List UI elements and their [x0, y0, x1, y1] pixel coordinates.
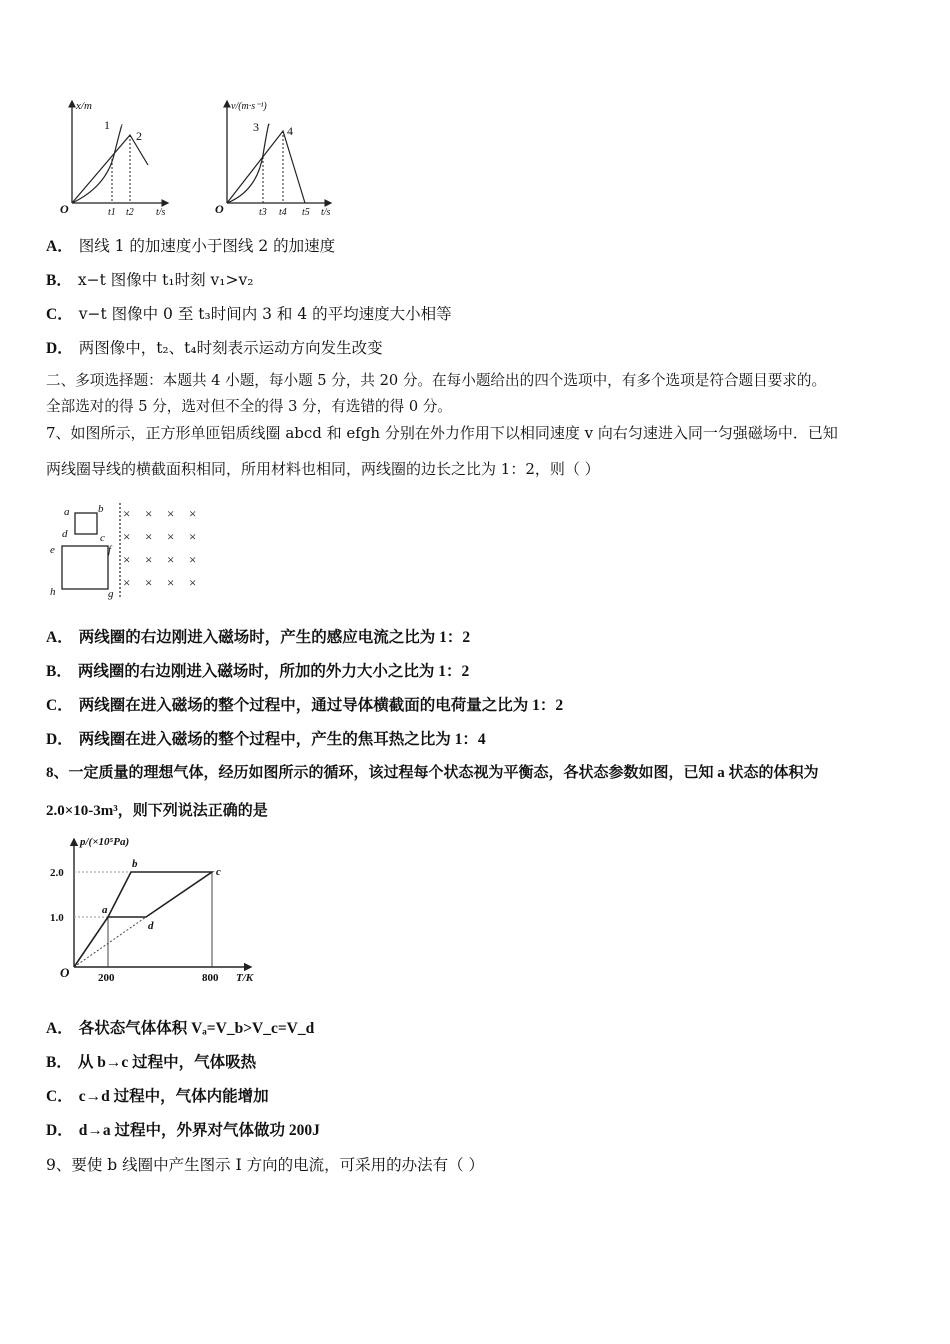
option-letter: D． — [46, 1122, 73, 1139]
option-text: 各状态气体体积 Vₐ=V_b>V_c=V_d — [78, 1020, 315, 1037]
x-label: t/s — [321, 207, 331, 217]
x-tick-200: 200 — [98, 972, 115, 984]
field-cross: × — [123, 529, 131, 544]
origin-label: O — [60, 202, 69, 216]
q8-option-d[interactable] — [46, 1121, 320, 1141]
label-e: e — [50, 544, 55, 556]
t2-label: t2 — [126, 207, 134, 217]
state-d: d — [148, 920, 154, 932]
field-cross: × — [145, 575, 153, 590]
label-b: b — [98, 503, 104, 515]
line-2-label: 2 — [136, 129, 142, 143]
label-a: a — [64, 506, 70, 518]
t1-label: t1 — [108, 207, 116, 217]
y-tick-1: 1.0 — [50, 912, 64, 924]
x-label: t/s — [156, 207, 166, 217]
q8-pt-graph — [46, 833, 276, 985]
q7-stem-line1: 7、如图所示，正方形单匝铝质线圈 abcd 和 efgh 分别在外力作用下以相同速度 v 向右匀速进入同一匀强磁场中．已知 — [46, 424, 838, 442]
field-cross: × — [167, 552, 175, 567]
field-cross: × — [145, 529, 153, 544]
option-letter: C． — [46, 697, 73, 714]
section-instructions: 全部选对的得 5 分，选对但不全的得 3 分，有选错的得 0 分。 — [46, 398, 452, 415]
xt-graph — [58, 95, 178, 217]
q7-option-a[interactable] — [46, 627, 470, 648]
line-2 — [72, 135, 148, 203]
line-3-label: 3 — [253, 120, 259, 134]
y-label: p/(×10⁵Pa) — [80, 836, 130, 848]
t4-label: t4 — [279, 207, 287, 217]
field-cross: × — [123, 575, 131, 590]
field-cross: × — [123, 552, 131, 567]
q6-option-d[interactable] — [46, 338, 383, 359]
option-text: 图线 1 的加速度小于图线 2 的加速度 — [78, 237, 336, 255]
option-text: c→d 过程中，气体内能增加 — [78, 1088, 269, 1105]
t3-label: t3 — [259, 207, 267, 217]
option-letter: B． — [46, 272, 72, 289]
option-text: x−t 图像中 t₁时刻 v₁>v₂ — [77, 271, 254, 289]
q8-stem-line2: 2.0×10-3m³，则下列说法正确的是 — [46, 803, 268, 819]
field-cross: × — [189, 575, 197, 590]
y-tick-2: 2.0 — [50, 867, 64, 879]
option-text: 两线圈的右边刚进入磁场时，所加的外力大小之比为 1：2 — [77, 663, 470, 680]
q8-stem-line1: 8、一定质量的理想气体，经历如图所示的循环，该过程每个状态视为平衡态，各状态参数如图，已知 a 状态的体积为 — [46, 765, 819, 781]
label-h: h — [50, 586, 56, 598]
field-cross: × — [189, 552, 197, 567]
option-letter: A． — [46, 1020, 73, 1037]
field-cross: × — [167, 529, 175, 544]
field-cross: × — [123, 506, 131, 521]
option-letter: B． — [46, 663, 72, 680]
option-letter: B． — [46, 1054, 72, 1071]
line-1 — [72, 125, 122, 203]
label-f: f — [108, 544, 112, 556]
q6-option-b[interactable] — [46, 270, 253, 291]
option-letter: C． — [46, 306, 73, 323]
state-a: a — [102, 904, 108, 916]
option-text: 两线圈的右边刚进入磁场时，产生的感应电流之比为 1：2 — [78, 629, 471, 646]
option-text: 两线圈在进入磁场的整个过程中，通过导体横截面的电荷量之比为 1：2 — [78, 697, 564, 714]
field-cross: × — [145, 552, 153, 567]
option-text: v−t 图像中 0 至 t₃时间内 3 和 4 的平均速度大小相等 — [78, 305, 452, 323]
label-d: d — [62, 528, 68, 540]
section-heading: 二、多项选择题：本题共 4 小题，每小题 5 分，共 20 分。在每小题给出的四个选项中，有多个选项是符合题目要求的。 — [46, 372, 827, 389]
option-text: 两线圈在进入磁场的整个过程中，产生的焦耳热之比为 1：4 — [78, 731, 486, 748]
label-c: c — [100, 532, 105, 544]
t5-label: t5 — [302, 207, 310, 217]
option-text: d→a 过程中，外界对气体做功 200J — [78, 1122, 320, 1139]
line-1-label: 1 — [104, 118, 110, 132]
field-cross: × — [167, 506, 175, 521]
q7-coils-figure — [46, 495, 206, 607]
vt-graph — [213, 95, 343, 217]
origin-label: O — [215, 202, 224, 216]
q6-option-a[interactable] — [46, 236, 335, 257]
option-letter: D． — [46, 731, 73, 748]
q8-option-a[interactable] — [46, 1019, 314, 1039]
q8-option-c[interactable] — [46, 1087, 269, 1107]
state-c: c — [216, 866, 221, 878]
option-letter: A． — [46, 238, 73, 255]
q6-option-c[interactable] — [46, 304, 452, 325]
line-3 — [227, 124, 269, 203]
y-label: x/m — [76, 100, 92, 112]
q7-option-b[interactable] — [46, 661, 469, 682]
x-tick-800: 800 — [202, 972, 219, 984]
y-label: v/(m·s⁻¹) — [231, 101, 267, 112]
state-b: b — [132, 858, 138, 870]
option-letter: A． — [46, 629, 73, 646]
q9-stem: 9、要使 b 线圈中产生图示 I 方向的电流，可采用的办法有（ ） — [46, 1156, 485, 1174]
field-cross: × — [167, 575, 175, 590]
x-label: T/K — [236, 972, 254, 984]
coil-abcd — [75, 513, 97, 534]
option-letter: D． — [46, 340, 73, 357]
coil-efgh — [62, 546, 108, 589]
option-text: 从 b→c 过程中，气体吸热 — [77, 1054, 257, 1071]
q8-option-b[interactable] — [46, 1053, 256, 1073]
q7-option-c[interactable] — [46, 695, 563, 716]
od-dashed — [74, 917, 146, 967]
field-cross: × — [189, 506, 197, 521]
field-cross: × — [189, 529, 197, 544]
field-cross: × — [145, 506, 153, 521]
q7-stem-line2: 两线圈导线的横截面积相同，所用材料也相同，两线圈的边长之比为 1：2，则（ ） — [46, 460, 600, 478]
origin-label: O — [60, 965, 70, 980]
option-letter: C． — [46, 1088, 73, 1105]
line-4 — [227, 131, 305, 203]
option-text: 两图像中，t₂、t₄时刻表示运动方向发生改变 — [78, 339, 383, 357]
line-4-label: 4 — [287, 124, 293, 138]
label-g: g — [108, 588, 114, 600]
q7-option-d[interactable] — [46, 729, 486, 750]
